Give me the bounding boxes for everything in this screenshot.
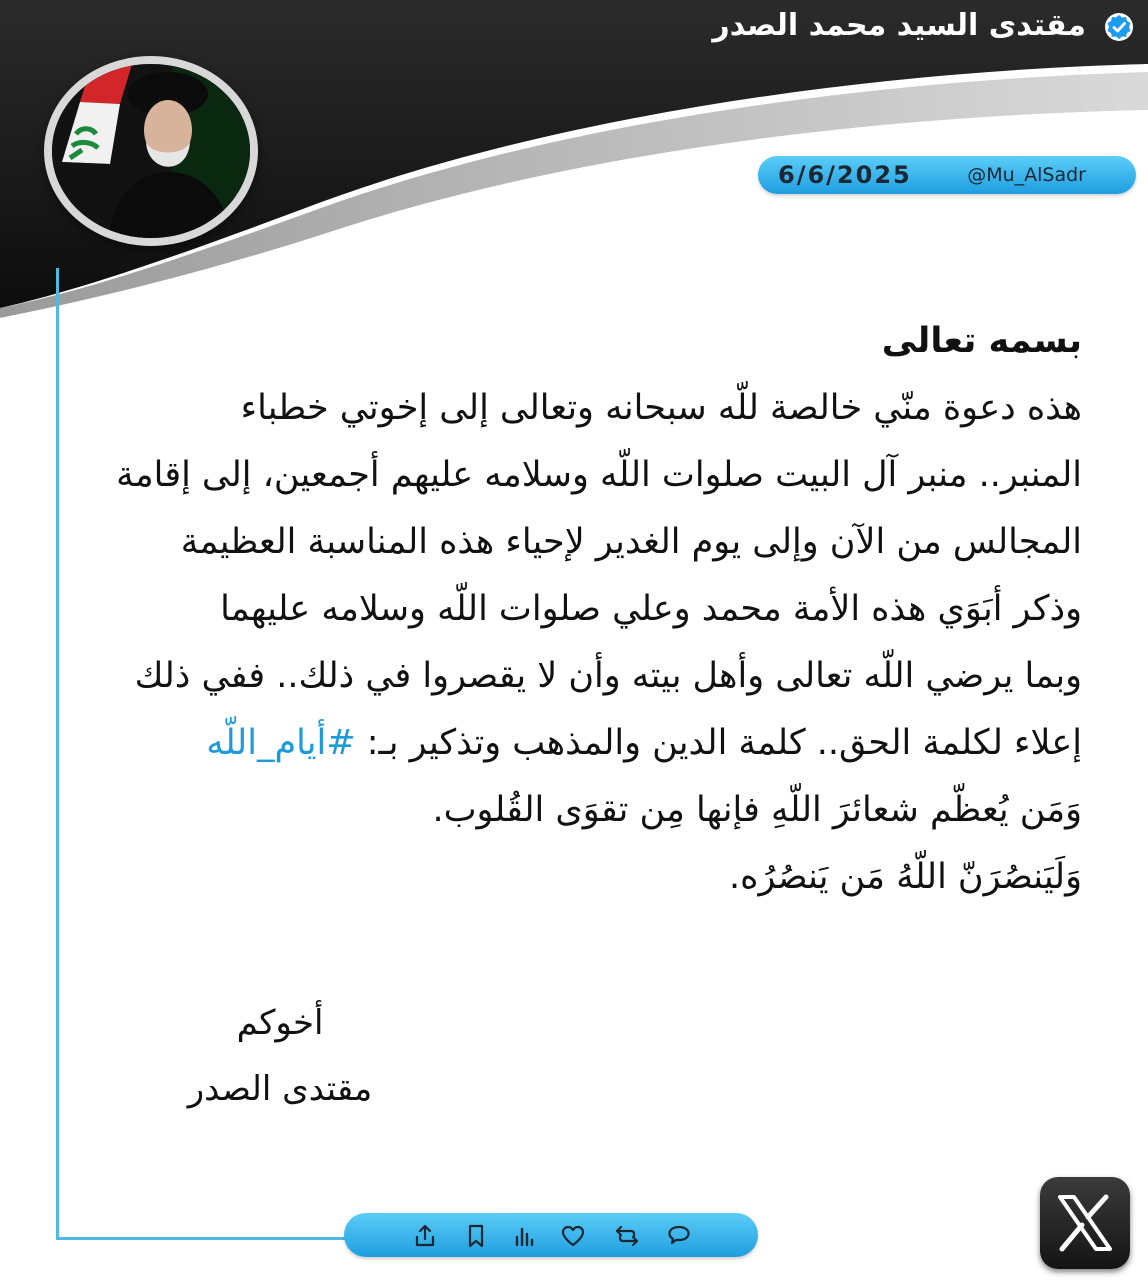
profile-photo	[52, 64, 250, 238]
signature	[150, 990, 410, 1122]
share-button[interactable]	[410, 1221, 440, 1251]
avatar[interactable]	[44, 56, 258, 246]
post-line: المجالس من الآن وإلى يوم الغدير لإحياء هذه المناسبة العظيمة	[180, 522, 1082, 562]
post-line: وَلَيَنصُرَنّ اللّهُ مَن يَنصُرُه.	[729, 857, 1082, 897]
reply-button[interactable]	[664, 1221, 694, 1251]
post-info-bar	[758, 156, 1136, 194]
like-button[interactable]	[558, 1221, 588, 1251]
x-logo	[1040, 1177, 1130, 1269]
account-name[interactable]: مقتدى السيد محمد الصدر	[712, 8, 1086, 43]
action-bar	[344, 1213, 758, 1257]
views-button[interactable]	[510, 1221, 540, 1251]
signature-line: أخوكم	[236, 1003, 324, 1043]
repost-button[interactable]	[612, 1221, 642, 1251]
views-icon	[512, 1223, 538, 1249]
bookmark-icon	[463, 1223, 489, 1249]
post-title: بسمه تعالى	[881, 321, 1082, 361]
heart-icon	[560, 1223, 586, 1249]
share-icon	[412, 1223, 438, 1249]
x-logo-icon	[1054, 1193, 1116, 1253]
post-line: إعلاء لكلمة الحق.. كلمة الدين والمذهب وتذكير بـ:	[366, 723, 1082, 763]
post-line: وبما يرضي اللّه تعالى وأهل بيته وأن لا يقصروا في ذلك.. ففي ذلك	[134, 656, 1082, 696]
post-line-with-hashtag	[42, 710, 1082, 777]
repost-icon	[614, 1223, 640, 1249]
post-body	[42, 308, 1082, 911]
post-date: 6/6/2025	[778, 161, 912, 189]
post-line: وَمَن يُعظّم شعائرَ اللّهِ فإنها مِن تقوَى القُلوب.	[432, 790, 1082, 830]
reply-icon	[666, 1223, 692, 1249]
hashtag-link[interactable]: #أيام_اللّه	[206, 723, 356, 763]
verified-badge-icon	[1104, 12, 1134, 42]
post-line: وذكر أبَوَي هذه الأمة محمد وعلي صلوات اللّه وسلامه عليهما	[220, 589, 1082, 629]
bookmark-button[interactable]	[461, 1221, 491, 1251]
post-line: هذه دعوة منّي خالصة للّه سبحانه وتعالى إلى إخوتي خطباء	[240, 388, 1082, 428]
frame-bottom-border	[56, 1237, 356, 1240]
account-handle[interactable]: @Mu_AlSadr	[967, 164, 1086, 186]
post-line: المنبر.. منبر آل البيت صلوات اللّه وسلامه عليهم أجمعين، إلى إقامة	[116, 455, 1082, 495]
signature-name: مقتدى الصدر	[187, 1069, 373, 1109]
